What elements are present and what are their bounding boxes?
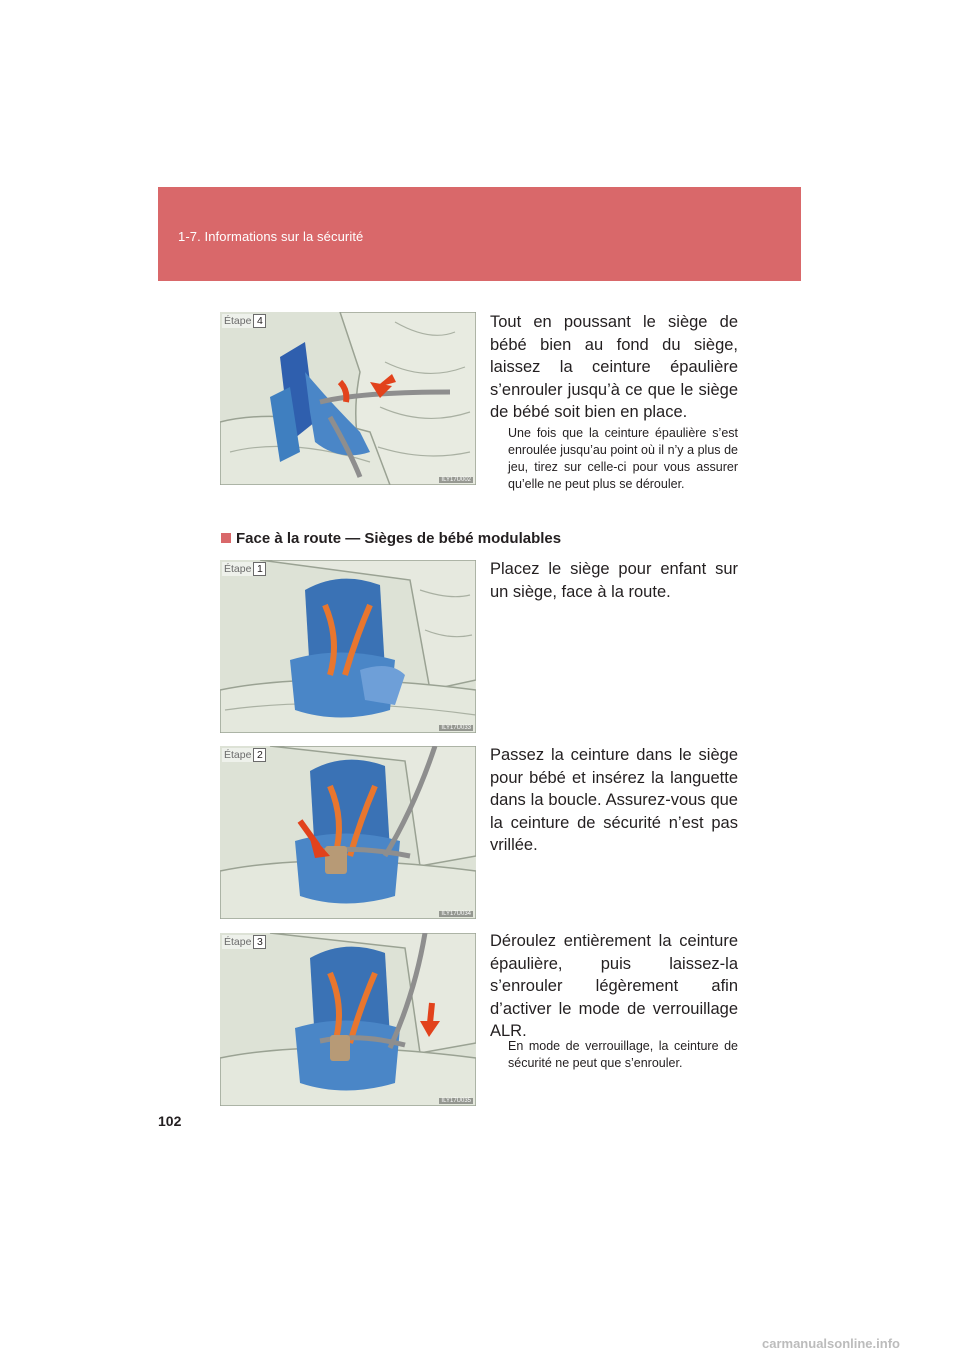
step-2-text: Passez la ceinture dans le siège pour bébé et insérez la languette dans la boucle. Assurez-vous que la ceinture de sécurité n’est pas vrillée.: [490, 746, 738, 854]
section-subheading: [221, 530, 561, 547]
step-badge: [222, 562, 266, 576]
child-seat-belt-illustration: [220, 746, 476, 919]
step-number: 4: [253, 314, 266, 328]
figure-code: ILY17U035: [441, 1098, 471, 1104]
figure-code: ILY17U034: [441, 911, 471, 917]
step-1-text: Placez le siège pour enfant sur un siège, face à la route.: [490, 560, 738, 601]
figure-code: ILY17U002: [441, 477, 471, 483]
square-bullet-icon: [221, 533, 231, 543]
step-word: Étape: [224, 315, 252, 327]
step-badge: [222, 935, 266, 949]
infant-seat-illustration: [220, 312, 476, 485]
step-word: Étape: [224, 936, 252, 948]
figure-step-4: [220, 312, 476, 485]
page-number: 102: [158, 1113, 182, 1129]
step-4-note: Une fois que la ceinture épaulière s’est enroulée jusqu’au point où il n’y a plus de jeu, tirez sur celle-ci pour vous assurer qu’elle ne peut plus se dérouler.: [508, 426, 738, 491]
subheading-text: Face à la route — Sièges de bébé modulables: [236, 530, 562, 547]
step-number: 1: [253, 562, 266, 576]
figure-step-1: [220, 560, 476, 733]
step-4-text: Tout en poussant le siège de bébé bien au fond du siège, laissez la ceinture épaulière s’enrouler jusqu’à ce que le siège de bébé soit bien en place.: [490, 313, 738, 421]
step-word: Étape: [224, 563, 252, 575]
header-band: [158, 187, 801, 281]
step-number: 2: [253, 748, 266, 762]
watermark: carmanualsonline.info: [762, 1336, 900, 1351]
step-badge: [222, 748, 266, 762]
step-badge: [222, 314, 266, 328]
step-3-note: En mode de verrouillage, la ceinture de sécurité ne peut que s’enrouler.: [508, 1039, 738, 1070]
step-number: 3: [253, 935, 266, 949]
section-title: 1-7. Informations sur la sécurité: [178, 229, 364, 244]
figure-code: ILY17U033: [441, 725, 471, 731]
child-seat-illustration: [220, 560, 476, 733]
figure-step-3: [220, 933, 476, 1106]
step-3-text: Déroulez entièrement la ceinture épaulière, puis laissez-la s’enrouler légèrement afin d’activer le mode de verrouillage ALR.: [490, 932, 738, 1040]
step-word: Étape: [224, 749, 252, 761]
child-seat-retract-illustration: [220, 933, 476, 1106]
figure-step-2: [220, 746, 476, 919]
